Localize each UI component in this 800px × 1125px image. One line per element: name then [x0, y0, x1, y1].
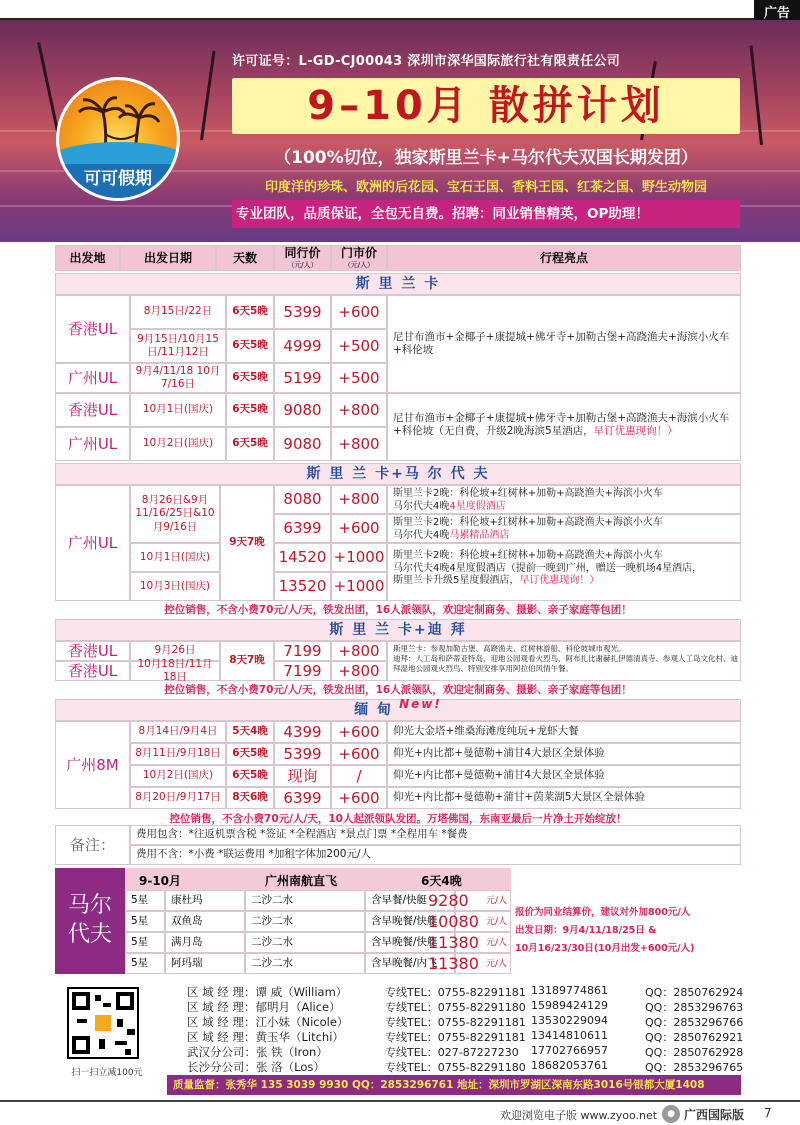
- maldives-side: [515, 904, 741, 958]
- contact-tel: 专线TEL：027-87227230: [385, 1046, 519, 1059]
- contact-mobile: 13530229094: [531, 1014, 608, 1027]
- date-cell: 8月14日/9月4日: [130, 721, 226, 743]
- maldives-cell: 含早晚餐/快艇: [365, 932, 455, 953]
- maldives-price: 10080: [428, 912, 479, 931]
- days-cell: 8天7晚: [220, 641, 274, 681]
- origin-cell: 香港UL: [55, 393, 130, 427]
- top-bar: [0, 0, 800, 20]
- promo-bar: 专业团队，品质保证，全包无自费。招聘：同业销售精英，OP助理！: [232, 200, 740, 228]
- days-cell: 5天4晚: [226, 721, 274, 743]
- maldives-panel: [55, 868, 741, 974]
- col-peer: [274, 245, 331, 271]
- highlight-text: 斯里兰卡2晚：科伦坡+红树林+加勒+高跷渔夫+海滨小火车: [393, 550, 663, 561]
- db-note: 控位销售，不含小费70元/人/天，铁发出团，16人派领队，欢迎定制商务、摄影、亲子家庭等包团！: [164, 684, 632, 696]
- contact-tel: 专线TEL：0755-82291180: [385, 1001, 526, 1014]
- origin-cell: 香港UL: [55, 641, 130, 661]
- contact-qq: QQ：2850762928: [645, 1046, 744, 1059]
- maldives-month: 9-10月: [139, 874, 182, 888]
- contact-mobile: 15989424129: [531, 999, 608, 1012]
- days-cell: 6天5晚: [226, 329, 274, 363]
- peer-price: 4399: [274, 721, 331, 743]
- maldives-price-unit: 元/人: [486, 896, 508, 906]
- peer-price: 4999: [274, 329, 331, 363]
- highlight-cell: [387, 393, 741, 461]
- logo-text: 可可假期: [59, 164, 177, 198]
- door-price: +800: [331, 427, 387, 461]
- highlight-cell: [387, 543, 741, 601]
- license-number: 许可证号：L-GD-CJ00043 深圳市深华国际旅行社有限责任公司: [232, 54, 621, 69]
- maldives-price: 9280: [428, 891, 469, 910]
- remarks-exclude: 费用不含：*小费 *联运费用 *加租字体加200元/人: [130, 845, 741, 865]
- stilt-pole: [200, 51, 215, 141]
- tagline: 印度洋的珍珠、欧洲的后花园、宝石王国、香料王国、红茶之国、野生动物园: [264, 180, 707, 195]
- date-cell: 10月2日(国庆): [130, 765, 226, 787]
- myanmar-label: 缅 甸: [354, 702, 394, 718]
- door-price: +800: [331, 485, 387, 514]
- remarks-include: 费用包含：*往返机票含税 *签证 *全程酒店 *景点门票 *全程用车 *餐费: [130, 825, 741, 845]
- contact-qq: QQ：2853296766: [645, 1016, 744, 1029]
- door-price: +1000: [331, 572, 387, 601]
- maldives-price: 11380: [428, 954, 479, 973]
- highlight-text: 迪拜：人工岛和萨蒂亚特岛，迎地公园观看火烈鸟、阿布扎比谢赫扎伊德清真寺、参观人工岛文化村、迪拜湿地公园观火烈鸟、特别安排享用阿拉伯风情午餐。: [393, 654, 738, 674]
- date-cell: 9月26日: [130, 641, 220, 661]
- maldives-cell: 二沙二水: [245, 890, 365, 911]
- origin-cell: 广州UL: [55, 485, 130, 601]
- contact-tel: 专线TEL：0755-82291181: [385, 986, 526, 999]
- qr-caption: 扫一扫立减100元: [71, 1068, 143, 1078]
- maldives-side-line: 10月16/23/30日(10月出发+600元/人): [515, 943, 695, 955]
- highlight-cell: [387, 641, 741, 681]
- section-sri-lanka: 斯 里 兰 卡: [55, 273, 741, 295]
- door-price: +500: [331, 329, 387, 363]
- highlight-cell: [387, 514, 741, 543]
- door-price: /: [331, 765, 387, 787]
- days-cell: 6天5晚: [226, 295, 274, 329]
- peer-price: 9080: [274, 427, 331, 461]
- maldives-price: 11380: [428, 933, 479, 952]
- contact-tel: 专线TEL：0755-82291181: [385, 1031, 526, 1044]
- maldives-price-cell: [428, 932, 511, 953]
- door-price: +500: [331, 363, 387, 393]
- maldives-price-unit: 元/人: [486, 938, 508, 948]
- origin-cell: 广州UL: [55, 427, 130, 461]
- hotel-label: 4星度假酒店: [449, 500, 506, 512]
- days-cell: 6天5晚: [226, 427, 274, 461]
- page-footer: [0, 1100, 800, 1125]
- highlight-text: 马尔代夫4晚: [393, 500, 450, 512]
- maldives-side-line: 报价为同业结算价，建议对外加800元/人: [515, 907, 691, 918]
- peer-price: 13520: [274, 572, 331, 601]
- contact-role: 武汉分公司：张 铁（Iron）: [187, 1045, 328, 1059]
- date-cell: 8月20日/9月17日: [130, 787, 226, 809]
- col-date: 出发日期: [120, 245, 216, 271]
- contact-role: 区 域 经 理：黄玉华（Litchi）: [187, 1030, 344, 1044]
- highlight-cell: [387, 485, 741, 514]
- date-cell: 8月11日/9月18日: [130, 743, 226, 765]
- maldives-cell: 5星: [125, 932, 165, 953]
- door-price: +600: [331, 787, 387, 809]
- col-peer-unit: （元/人）: [287, 261, 318, 270]
- origin-cell: 广州8M: [55, 721, 130, 809]
- door-price: +600: [331, 721, 387, 743]
- contact-mobile: 18682053761: [531, 1059, 608, 1072]
- maldives-cell: 二沙二水: [245, 911, 365, 932]
- door-price: +800: [331, 641, 387, 661]
- maldives-price-cell: [428, 953, 511, 974]
- highlight-text: 斯里兰卡：参观加勒古堡、高跷渔夫、红树林游船、科伦坡城市观光。: [393, 644, 626, 653]
- contact-footer: [55, 982, 744, 1095]
- peer-price: 现询: [274, 765, 331, 787]
- date-cell: 9月4/11/18 10月7/16日: [130, 363, 226, 393]
- contact-qq: QQ：2853296765: [645, 1061, 744, 1074]
- contact-tel: 专线TEL：0755-82291180: [385, 1061, 526, 1074]
- contact-role: 区 域 经 理：江小妹（Nicole）: [187, 1015, 349, 1029]
- date-cell: 10月1日(国庆): [130, 393, 226, 427]
- door-price: +600: [331, 295, 387, 329]
- highlight-cell: 仰光+内比都+曼德勒+浦甘4大景区全景体验: [387, 765, 741, 787]
- maldives-route: 广州南航直飞: [265, 874, 338, 888]
- highlight-cell: 仰光+内比都+曼德勒+蒲甘+茵莱湖5大景区全景体验: [387, 787, 741, 809]
- remarks-label: 备注：: [55, 825, 130, 865]
- new-badge: New!: [399, 697, 442, 711]
- peer-price: 8080: [274, 485, 331, 514]
- peer-price: 7199: [274, 641, 331, 661]
- contact-qq: QQ：2853296763: [645, 1001, 744, 1014]
- highlight-cell: 尼甘布渔市+金椰子+康提城+佛牙寺+加勒古堡+高跷渔夫+海滨小火车+科伦坡: [387, 295, 741, 393]
- highlight-text: 斯里兰卡升级5星度假酒店，: [393, 575, 520, 586]
- subtitle: （100%切位，独家斯里兰卡+马尔代夫双国长期发团）: [274, 148, 698, 168]
- highlight-cell: 仰光+内比都+曼德勒+浦甘4大景区全景体验: [387, 743, 741, 765]
- mm-note: 控位销售，不含小费70元/人/天，10人起派领队发团。万塔佛国，东南亚最后一片净土开始绽放！: [169, 813, 627, 825]
- hotel-label: 马累精品酒店: [449, 529, 510, 541]
- contact-tel: 专线TEL：0755-82291181: [385, 1016, 526, 1029]
- door-price: +1000: [331, 543, 387, 572]
- browse-link[interactable]: 欢迎浏览电子版 www.zyoo.net: [500, 1109, 658, 1122]
- door-price: +800: [331, 393, 387, 427]
- maldives-price-unit: 元/人: [486, 917, 508, 927]
- maldives-cell: 双鱼岛: [165, 911, 245, 932]
- section-sri-maldives: 斯 里 兰 卡+马 尔 代 夫: [55, 463, 741, 485]
- col-door-unit: （元/人）: [343, 261, 375, 270]
- days-cell: 6天5晚: [226, 363, 274, 393]
- maldives-price-unit: 元/人: [486, 959, 508, 969]
- maldives-cell: 含早晚餐/内飞: [365, 953, 455, 974]
- maldives-days: 6天4晚: [421, 874, 462, 888]
- maldives-cell: 二沙二水: [245, 953, 365, 974]
- highlight-text: 斯里兰卡2晚：科伦坡+红树林+加勒+高跷渔夫+海滨小火车: [393, 517, 663, 528]
- highlight-promo: 早订优惠现询！）: [593, 425, 678, 438]
- highlight-text: 马尔代夫4晚: [393, 529, 450, 541]
- peer-price: 7199: [274, 661, 331, 681]
- days-cell: 8天6晚: [226, 787, 274, 809]
- col-door: [331, 245, 387, 271]
- maldives-cell: 5星: [125, 890, 165, 911]
- contact-qq: QQ：2850762921: [645, 1031, 744, 1044]
- maldives-price-cell: [428, 890, 511, 911]
- mv-note: 控位销售，不含小费70元/人/天，铁发出团，16人派领队，欢迎定制商务、摄影、亲子家庭等包团！: [164, 604, 632, 616]
- maldives-cell: 阿玛瑞: [165, 953, 245, 974]
- date-cell: 10月1日(国庆): [130, 543, 220, 572]
- date-cell: 8月26日&9月11/16/25日&10月9/16日: [130, 485, 220, 543]
- peer-price: 6399: [274, 787, 331, 809]
- maldives-cell: 含早晚餐/快艇: [365, 911, 455, 932]
- highlight-text: 斯里兰卡2晚：科伦坡+红树林+加勒+高跷渔夫+海滨小火车: [393, 488, 663, 499]
- highlight-text: 尼甘布渔市+金椰子+康提城+佛牙寺+加勒古堡+高跷渔夫+海滨小火车+科伦坡（无自费，升级2晚海滨5星酒店，: [393, 412, 730, 438]
- col-highlights: 行程亮点: [387, 245, 741, 271]
- maldives-side-line: 出发日期：9月4/11/18/25日 &: [515, 925, 657, 937]
- col-origin: 出发地: [55, 245, 120, 271]
- contact-mobile: 17702766957: [531, 1044, 608, 1057]
- section-myanmar: [55, 699, 741, 721]
- contact-role: 长沙分公司：张 洛（Los）: [187, 1060, 325, 1074]
- maldives-cell: 康杜玛: [165, 890, 245, 911]
- edition-icon: ●: [662, 1105, 680, 1123]
- qr-code-icon[interactable]: [67, 987, 139, 1059]
- date-cell: 10月18日/11月18日: [130, 661, 220, 681]
- contact-role: 区 域 经 理：谭 威（William）: [187, 985, 348, 999]
- contact-mobile: 13189774861: [531, 984, 608, 997]
- peer-price: 5399: [274, 743, 331, 765]
- contact-mobile: 13414810611: [531, 1029, 608, 1042]
- highlight-promo: 早订优惠现询！）: [519, 575, 600, 586]
- date-cell: 10月2日(国庆): [130, 427, 226, 461]
- date-cell: 10月3日(国庆): [130, 572, 220, 601]
- col-peer-label: 同行价: [284, 246, 321, 261]
- days-cell: 6天5晚: [226, 765, 274, 787]
- origin-cell: 香港UL: [55, 295, 130, 363]
- section-sri-dubai: 斯 里 兰 卡+迪 拜: [55, 619, 741, 641]
- maldives-cell: 含早餐/快艇: [365, 890, 455, 911]
- door-price: +600: [331, 514, 387, 543]
- edition-label: 广西国际版: [684, 1108, 745, 1122]
- days-cell: 9天7晚: [220, 485, 274, 601]
- page-title: 9–10月 散拼计划: [232, 78, 740, 134]
- peer-price: 9080: [274, 393, 331, 427]
- date-cell: 8月15日/22日: [130, 295, 226, 329]
- peer-price: 14520: [274, 543, 331, 572]
- ad-tag: 广告: [754, 0, 800, 22]
- origin-cell: 香港UL: [55, 661, 130, 681]
- peer-price: 5399: [274, 295, 331, 329]
- maldives-cell: 5星: [125, 953, 165, 974]
- maldives-head: [125, 868, 511, 890]
- highlight-text: 马尔代夫4晚4星度假酒店（提前一晚到广州，赠送一晚机场4星酒店，: [393, 562, 703, 574]
- contact-role: 区 域 经 理：郁明月（Alice）: [187, 1000, 341, 1014]
- peer-price: 6399: [274, 514, 331, 543]
- page-number: 7: [764, 1106, 772, 1120]
- door-price: +600: [331, 743, 387, 765]
- quality-bar: 质量监督：张秀华 135 3039 9930 QQ：2853296761 地址：深圳市罗湖区深南东路3016号银都大厦1408: [167, 1075, 741, 1095]
- col-days: 天数: [216, 245, 274, 271]
- maldives-cell: 二沙二水: [245, 932, 365, 953]
- days-cell: 6天5晚: [226, 743, 274, 765]
- col-door-label: 门市价: [340, 246, 377, 261]
- maldives-price-cell: [428, 911, 511, 932]
- days-cell: 6天5晚: [226, 393, 274, 427]
- highlight-cell: 仰光大金塔+维桑海滩度纯玩+龙虾大餐: [387, 721, 741, 743]
- maldives-cell: 满月岛: [165, 932, 245, 953]
- contact-qq: QQ：2850762924: [645, 986, 744, 999]
- maldives-cell: 5星: [125, 911, 165, 932]
- maldives-label: 马尔代夫: [55, 868, 125, 974]
- door-price: +800: [331, 661, 387, 681]
- date-cell: 9月15日/10月15日/11月12日: [130, 329, 226, 363]
- origin-cell: 广州UL: [55, 363, 130, 393]
- peer-price: 5199: [274, 363, 331, 393]
- company-logo: [56, 77, 180, 201]
